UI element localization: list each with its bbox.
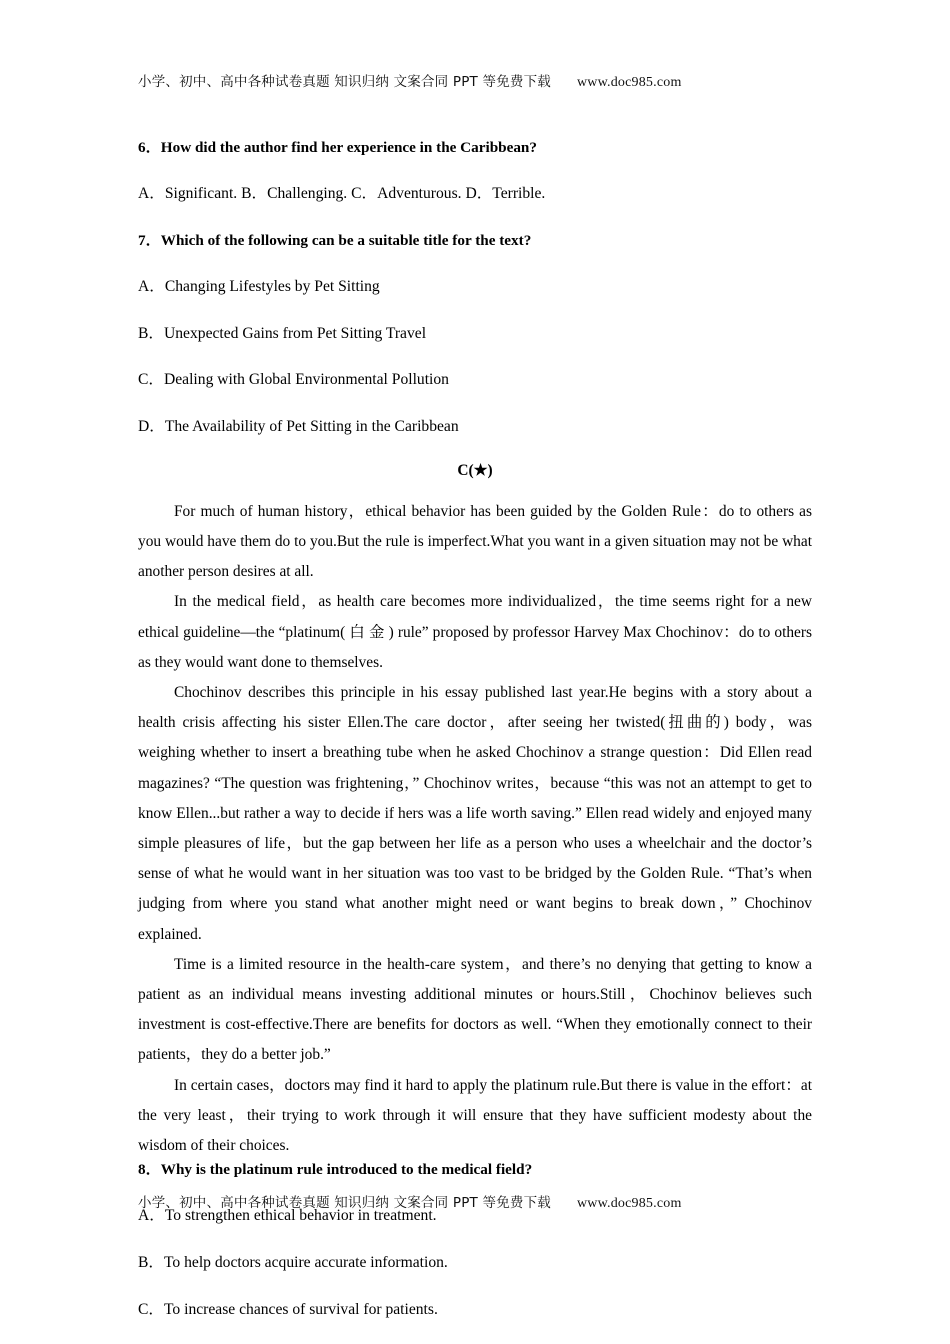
option-letter: C．: [138, 1300, 164, 1318]
spacer: [138, 1224, 812, 1255]
spacer: [138, 295, 812, 326]
spacer: [138, 248, 812, 279]
question-6-options: [138, 186, 812, 202]
footer-chinese-text: 小学、初中、高中各种试卷真题 知识归纳 文案合同 PPT 等免费下载: [138, 1195, 551, 1211]
document-content: [138, 140, 812, 1317]
option-letter: A．: [138, 1207, 165, 1225]
question-6-text: How did the author find her experience in the Caribbean?: [160, 139, 537, 156]
passage-paragraph-1: For much of human history，ethical behavior has been guided by the Golden Rule：do to others as you would have them do to you.But the rule is imperfect.What you want in a given situation may not be what another person desires at all.: [138, 502, 812, 581]
option-text: To increase chances of survival for patients.: [164, 1300, 438, 1318]
option-letter: C．: [138, 371, 164, 389]
option-letter: A．: [138, 278, 165, 295]
spacer: [138, 434, 812, 463]
spacer: [138, 388, 812, 419]
question-7-option-a[interactable]: [138, 279, 812, 295]
question-8-text: Why is the platinum rule introduced to the medical field?: [160, 1161, 533, 1179]
page-footer: [138, 1191, 812, 1212]
question-8-option-c[interactable]: [138, 1302, 812, 1318]
spacer: [138, 1271, 812, 1302]
question-7: [138, 233, 812, 248]
question-7-text: Which of the following can be a suitable title for the text?: [160, 231, 532, 249]
question-7-option-c[interactable]: [138, 372, 812, 388]
question-6-inline-options[interactable]: A．Significant. B．Challenging. C．Adventurous. D．Terrible.: [138, 185, 546, 203]
passage-paragraph-5: In certain cases，doctors may find it hard to apply the platinum rule.But there is value in the effort：at the very least，their trying to work through it will ensure that they have sufficient modesty about the wisdom of their choices.: [138, 1076, 812, 1155]
option-text: The Availability of Pet Sitting in the Caribbean: [164, 417, 459, 435]
question-7-number: 7．: [138, 231, 161, 249]
passage-heading-row: [138, 463, 812, 478]
option-text: Changing Lifestyles by Pet Sitting: [164, 278, 380, 295]
question-7-option-d[interactable]: [138, 419, 812, 435]
header-website-url: www.doc985.com: [577, 75, 682, 90]
question-8-option-b[interactable]: [138, 1255, 812, 1271]
spacer: [138, 202, 812, 233]
passage-heading: C(★): [457, 462, 493, 480]
option-text: Unexpected Gains from Pet Sitting Travel: [164, 324, 427, 342]
question-7-stem: [138, 233, 812, 248]
footer-website-url: www.doc985.com: [577, 1196, 682, 1211]
spacer: [138, 341, 812, 372]
question-6: [138, 140, 812, 155]
passage-paragraph-3: Chochinov describes this principle in his essay published last year.He begins with a story about a health crisis affecting his sister Ellen.The care doctor，after seeing her twisted(扭曲的) body，was weighing whether to insert a breathing tube when he asked Chochinov a strange question：Did Ellen read magazines? “The question was frightening，” Chochinov writes，because “this was not an attempt to get to know Ellen...but rather a way to decide if hers was a life worth saving.” Ellen read widely and enjoyed many simple pleasures of life，but the gap between her life as a person who uses a wheelchair and the doctor’s sense of what he would want in her situation was too vast to be bridged by the Golden Rule. “That’s when judging from where you stand what another might need or want begins to break down，” Chochinov explained.: [138, 684, 812, 943]
passage-paragraph-4: Time is a limited resource in the health-care system，and there’s no denying that getting to know a patient as an individual means investing additional minutes or hours.Still，Chochinov believes such investment is cost-effective.There are benefits for doctors as well. “When they emotionally connect to their patients，they do a better job.”: [138, 955, 812, 1064]
question-6-stem: [138, 140, 812, 155]
question-8-stem: [138, 1162, 812, 1177]
option-text: To strengthen ethical behavior in treatment.: [164, 1207, 437, 1225]
question-8-number: 8．: [138, 1161, 161, 1179]
option-letter: D．: [138, 417, 165, 435]
question-8: [138, 1162, 812, 1177]
option-letter: B．: [138, 1254, 164, 1272]
question-6-number: 6．: [138, 139, 161, 156]
header-chinese-text: 小学、初中、高中各种试卷真题 知识归纳 文案合同 PPT 等免费下载: [138, 74, 551, 90]
passage-paragraph-2: In the medical field，as health care becomes more individualized，the time seems right for a new ethical guideline—the “platinum( 白 金 ) rule” proposed by professor Harvey Max Chochinov：do to others as they would want done to themselves.: [138, 593, 812, 671]
question-7-option-b[interactable]: [138, 326, 812, 342]
option-text: Dealing with Global Environmental Pollution: [164, 371, 449, 389]
spacer: [138, 155, 812, 186]
page-header: [138, 70, 812, 91]
option-text: To help doctors acquire accurate information.: [164, 1254, 448, 1272]
option-letter: B．: [138, 324, 164, 342]
spacer: [138, 479, 812, 497]
